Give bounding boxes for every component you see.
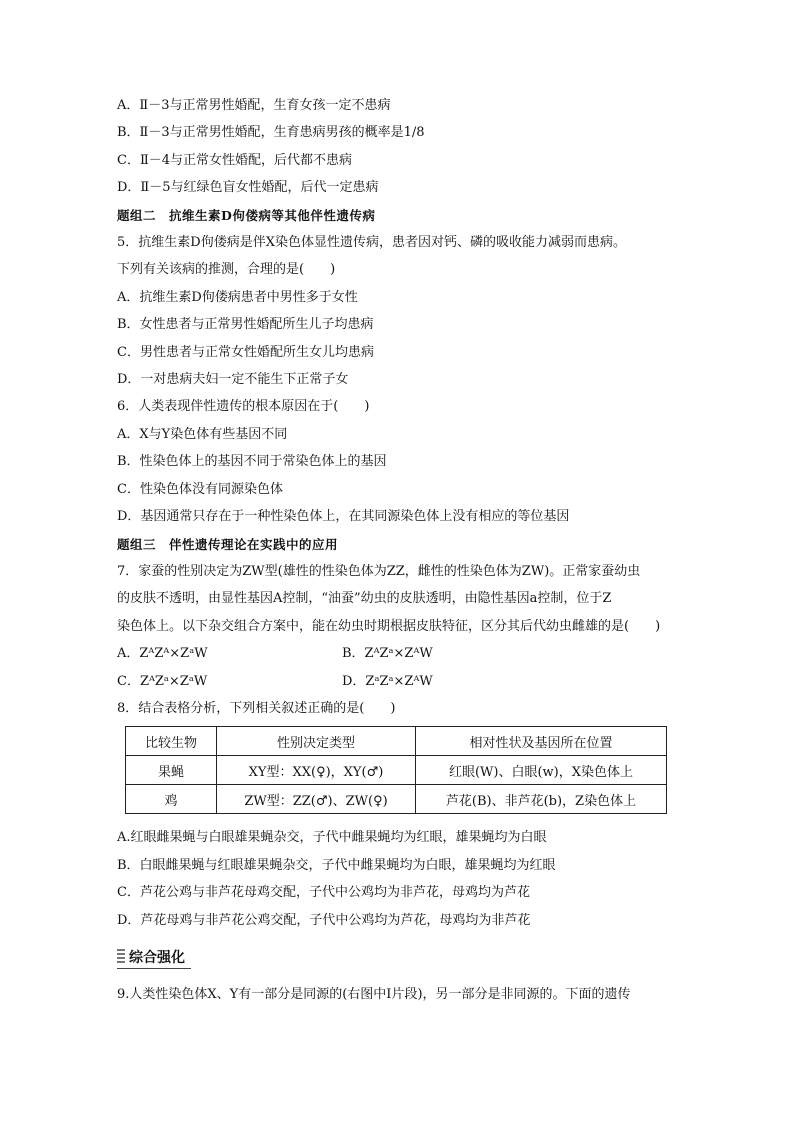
table-row [126, 756, 667, 785]
q6-option-d: D．基因通常只存在于一种性染色体上，在其同源染色体上没有相应的等位基因 [117, 509, 570, 525]
q6-option-c: C．性染色体没有同源染色体 [117, 481, 283, 497]
topic-group-3-heading: 题组三 伴性遗传理论在实践中的应用 [117, 536, 339, 552]
table-header-cell: 性别决定类型 [217, 727, 416, 756]
q4-option-c: C．Ⅱ－4与正常女性婚配，后代都不患病 [117, 152, 353, 168]
q7-stem-line-1: 7．家蚕的性别决定为ZW型(雄性的性染色体为ZZ，雌性的性染色体为ZW)。正常家蚕幼虫 [117, 563, 641, 579]
q8-stem: 8．结合表格分析，下列相关叙述正确的是( ) [117, 700, 396, 716]
q4-option-a: A．Ⅱ－3与正常男性婚配，生育女孩一定不患病 [117, 98, 391, 113]
page-content [117, 92, 682, 1008]
q9-stem: 9.人类性染色体X、Y有一部分是同源的(右图中Ⅰ片段)，另一部分是非同源的。下面的遗传 [117, 986, 631, 1002]
q6-option-b: B．性染色体上的基因不同于常染色体上的基因 [117, 454, 387, 470]
q6-option-a: A．X与Y染色体有些基因不同 [117, 426, 288, 442]
q8-option-b: B．白眼雌果蝇与红眼雄果蝇杂交，子代中雌果蝇均为白眼，雄果蝇均为红眼 [117, 857, 556, 873]
q7-stem-line-2: 的皮肤不透明，由显性基因A控制，“油蚕”幼虫的皮肤透明，由隐性基因a控制，位于Z [117, 591, 612, 607]
section-header-box [117, 946, 191, 969]
topic-group-2-heading: 题组二 抗维生素D佝偻病等其他伴性遗传病 [117, 207, 376, 223]
table-cell: 鸡 [126, 785, 217, 814]
q7-option-b: B．ZᴬZᵃ×ZᴬW [342, 646, 433, 662]
q4-option-b: B．Ⅱ－3与正常男性婚配，生育患病男孩的概率是1/8 [117, 125, 425, 141]
q5-option-a: A．抗维生素D佝偻病患者中男性多于女性 [117, 289, 358, 305]
q5-option-b: B．女性患者与正常男性婚配所生儿子均患病 [117, 317, 374, 333]
q7-option-a: A．ZᴬZᴬ×ZᵃW [117, 646, 208, 662]
q7-stem-line-3: 染色体上。以下杂交组合方案中，能在幼虫时期根据皮肤特征，区分其后代幼虫雌雄的是( ) [117, 618, 661, 634]
comparison-table [125, 726, 667, 814]
q5-stem-line-2: 下列有关该病的推测，合理的是( ) [117, 262, 336, 278]
table-cell: 红眼(W)、白眼(w)，X染色体上 [416, 756, 667, 785]
q8-option-d: D．芦花母鸡与非芦花公鸡交配，子代中公鸡均为芦花，母鸡均为非芦花 [117, 912, 531, 928]
section-header [117, 946, 682, 969]
q7-options-row-2 [117, 668, 682, 695]
table-cell: 芦花(B)、非芦花(b)，Z染色体上 [416, 785, 667, 814]
table-row [126, 785, 667, 814]
q5-option-c: C．男性患者与正常女性婚配所生女儿均患病 [117, 344, 374, 360]
table-cell: ZW型：ZZ(♂)、ZW(♀) [217, 785, 416, 814]
table-cell: 果蝇 [126, 756, 217, 785]
q5-stem-line-1: 5．抗维生素D佝偻病是伴X染色体显性遗传病，患者因对钙、磷的吸收能力减弱而患病。 [117, 235, 626, 251]
table-header-cell: 比较生物 [126, 727, 217, 756]
q7-options-row-1 [117, 640, 682, 667]
q6-stem: 6．人类表现伴性遗传的根本原因在于( ) [117, 399, 370, 415]
table-cell: XY型：XX(♀)，XY(♂) [217, 756, 416, 785]
q8-option-c: C．芦花公鸡与非芦花母鸡交配，子代中公鸡均为非芦花，母鸡均为芦花 [117, 885, 530, 901]
q7-option-d: D．ZᵃZᵃ×ZᴬW [342, 673, 433, 689]
section-marker-icon [117, 949, 125, 965]
table-header-cell: 相对性状及基因所在位置 [416, 727, 667, 756]
q8-option-a: A.红眼雌果蝇与白眼雄果蝇杂交，子代中雌果蝇均为红眼，雄果蝇均为白眼 [117, 830, 547, 846]
q7-option-c: C．ZᴬZᵃ×ZᵃW [117, 673, 208, 689]
q4-option-d: D．Ⅱ－5与红绿色盲女性婚配，后代一定患病 [117, 180, 379, 196]
section-title: 综合强化 [129, 949, 185, 966]
q5-option-d: D．一对患病夫妇一定不能生下正常子女 [117, 372, 349, 388]
table-header-row [126, 727, 667, 756]
